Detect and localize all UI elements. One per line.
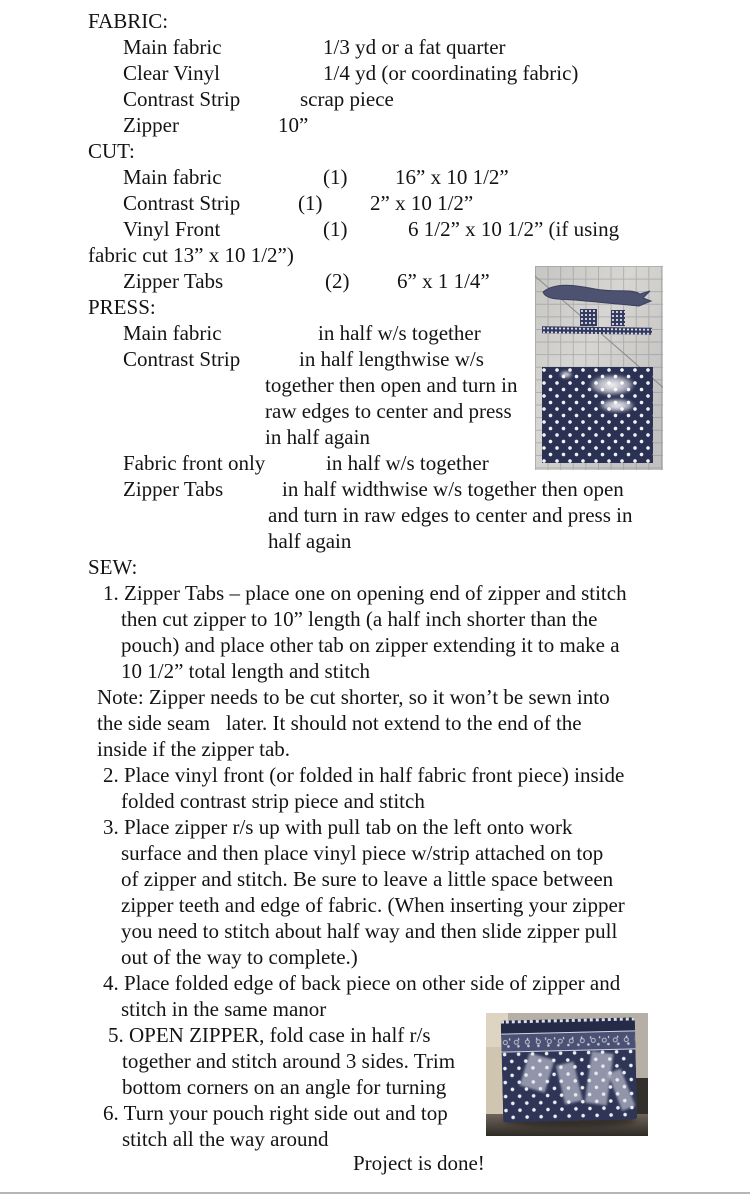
cut-item-name: Zipper Tabs [123, 269, 224, 293]
cut-item-dim: 16” x 10 1/2” [395, 165, 509, 189]
sew-step-line: out of the way to complete.) [121, 945, 358, 969]
sew-step-line: stitch all the way around [122, 1127, 329, 1151]
project-done-text: Project is done! [353, 1151, 485, 1175]
press-item-cont: in half again [265, 425, 370, 449]
fabric-item-name: Contrast Strip [123, 87, 241, 111]
vinyl-glare [560, 371, 572, 378]
sew-step-line: 4. Place folded edge of back piece on other side of zipper and [103, 971, 621, 995]
polka-dot-vinyl-panel [542, 367, 653, 463]
cut-item-qty: (1) [298, 191, 323, 215]
sew-step-line: then cut zipper to 10” length (a half inch shorter than the [121, 607, 598, 631]
sew-step-line: 1. Zipper Tabs – place one on opening end of zipper and stitch [103, 581, 627, 605]
vinyl-glare [556, 1061, 583, 1104]
cut-item-dim: 6 1/2” x 10 1/2” (if using [408, 217, 620, 241]
sew-step-line: 2. Place vinyl front (or folded in half fabric front piece) inside [103, 763, 625, 787]
sew-step-line: 3. Place zipper r/s up with pull tab on the left onto work [103, 815, 573, 839]
sew-step-line: together and stitch around 3 sides. Trim [122, 1049, 456, 1073]
press-item-cont: and turn in raw edges to center and press in [268, 503, 633, 527]
vinyl-glare [590, 375, 634, 395]
press-item-value: in half lengthwise w/s [299, 347, 484, 371]
press-item-cont: raw edges to center and press [265, 399, 512, 423]
press-item-value: in half w/s together [318, 321, 481, 345]
sew-step-line: of zipper and stitch. Be sure to leave a little space between [121, 867, 614, 891]
fabric-item-name: Clear Vinyl [123, 61, 220, 85]
fabric-item-value: 1/4 yd (or coordinating fabric) [323, 61, 579, 85]
cut-section-header: CUT: [88, 139, 135, 163]
page-bottom-divider [0, 1192, 750, 1194]
cut-item-name: Vinyl Front [123, 217, 221, 241]
press-item-cont: half again [268, 529, 352, 553]
press-item-name: Zipper Tabs [123, 477, 224, 501]
cut-item-overflow: fabric cut 13” x 10 1/2”) [88, 243, 294, 267]
vinyl-glare [520, 1053, 555, 1093]
fabric-item-value: 1/3 yd or a fat quarter [323, 35, 506, 59]
fabric-item-name: Main fabric [123, 35, 222, 59]
sew-step-line: bottom corners on an angle for turning [122, 1075, 447, 1099]
press-section-header: PRESS: [88, 295, 156, 319]
fabric-item-name: Zipper [123, 113, 179, 137]
press-item-name: Contrast Strip [123, 347, 241, 371]
cut-item-qty: (2) [325, 269, 350, 293]
cut-item-name: Main fabric [123, 165, 222, 189]
press-item-value: in half widthwise w/s together then open [282, 477, 624, 501]
cut-item-qty: (1) [323, 217, 348, 241]
cut-item-dim: 2” x 10 1/2” [370, 191, 474, 215]
cut-pieces-photo [535, 266, 663, 470]
finished-pouch [501, 1017, 637, 1122]
cut-item-qty: (1) [323, 165, 348, 189]
vinyl-glare [608, 1069, 636, 1111]
sew-step-line: you need to stitch about half way and then slide zipper pull [121, 919, 618, 943]
press-item-name: Main fabric [123, 321, 222, 345]
press-item-name: Fabric front only [123, 451, 266, 475]
sew-step-line: pouch) and place other tab on zipper extending it to make a [121, 633, 620, 657]
press-item-value: in half w/s together [326, 451, 489, 475]
fabric-item-value: scrap piece [300, 87, 394, 111]
zipper-ribbon [535, 276, 663, 322]
sew-step-line: surface and then place vinyl piece w/strip attached on top [121, 841, 604, 865]
sew-step-line: zipper teeth and edge of fabric. (When inserting your zipper [121, 893, 625, 917]
sew-note-line: Note: Zipper needs to be cut shorter, so it won’t be sewn into [97, 685, 610, 709]
sew-section-header: SEW: [88, 555, 138, 579]
sew-step-line: stitch in the same manor [121, 997, 327, 1021]
sew-note-line: the side seam later. It should not extend to the end of the [97, 711, 582, 735]
cut-item-name: Contrast Strip [123, 191, 241, 215]
vinyl-glare [600, 399, 634, 412]
sew-note-line: inside if the zipper tab. [97, 737, 291, 761]
pouch-contrast-band [501, 1030, 635, 1052]
fabric-section-header: FABRIC: [88, 9, 169, 33]
sew-step-line: 6. Turn your pouch right side out and top [103, 1101, 448, 1125]
cut-item-dim: 6” x 1 1/4” [397, 269, 490, 293]
zipper-tab-square [611, 310, 625, 326]
sew-step-line: 5. OPEN ZIPPER, fold case in half r/s [108, 1023, 431, 1047]
press-item-cont: together then open and turn in [265, 373, 518, 397]
finished-pouch-photo [486, 1013, 648, 1136]
sew-step-line: folded contrast strip piece and stitch [121, 789, 425, 813]
fabric-item-value: 10” [278, 113, 309, 137]
zipper-tab-square [580, 309, 597, 326]
sew-step-line: 10 1/2” total length and stitch [121, 659, 371, 683]
